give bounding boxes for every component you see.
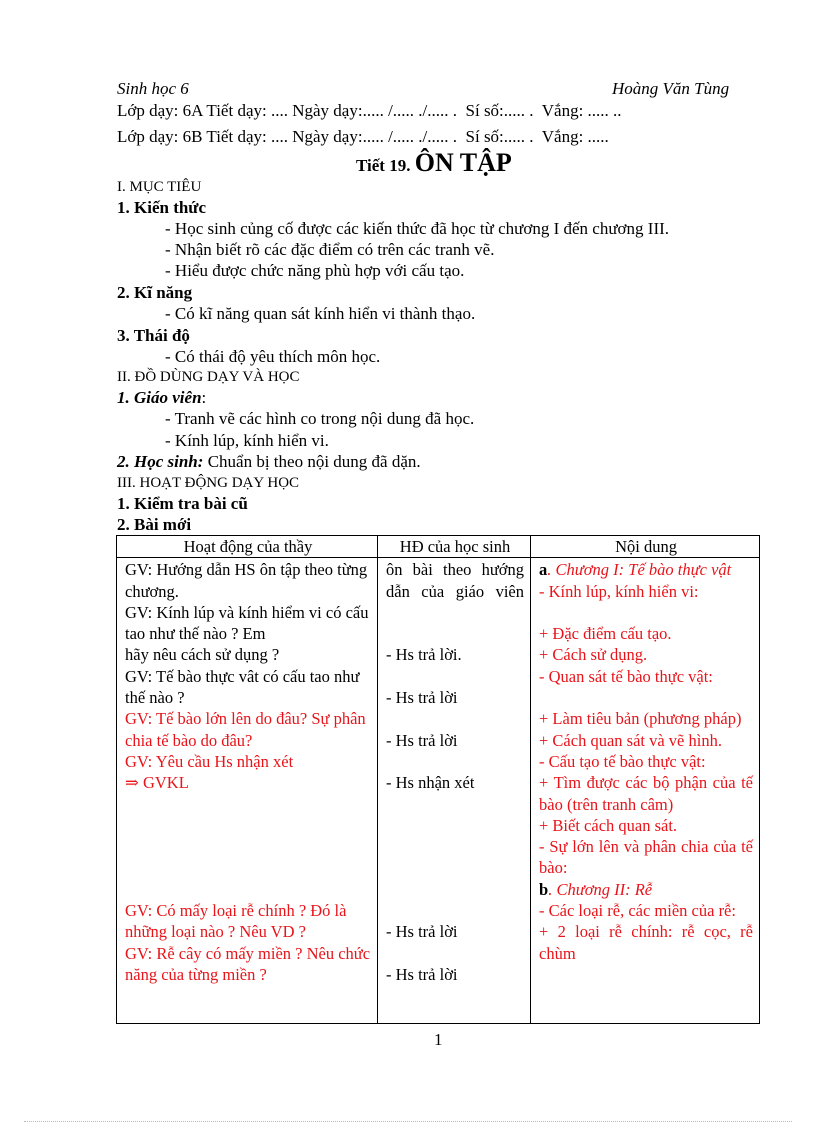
teacher-header: Hoàng Văn Tùng (612, 79, 730, 98)
content-chapter-a: a. Chương I: Tế bào thực vật (539, 560, 732, 580)
lesson-title: Tiết 19. ÔN TẬP (356, 148, 512, 177)
table-header-row (117, 536, 760, 558)
lesson-table (116, 535, 760, 1024)
heading-thai-do: 3. Thái độ (117, 326, 190, 345)
heading-bai-moi: 2. Bài mới (117, 515, 192, 534)
class-row-6a: Lớp dạy: 6A Tiết dạy: .... Ngày dạy:..... /..... ./..... . Sí số:..... . Vắng: ..... .. (117, 101, 622, 120)
header-content: Nội dung (531, 536, 760, 558)
content-item: + Đặc điểm cấu tạo. (539, 624, 672, 644)
kien-thuc-item: - Hiểu được chức năng phù hợp với cấu tạo. (165, 261, 465, 280)
teacher-item: GV: Có mấy loại rễ chính ? Đó là những loại nào ? Nêu VD ? (125, 901, 347, 942)
content-item: - Quan sát tế bào thực vật: (539, 666, 713, 686)
heading-kien-thuc: 1. Kiến thức (117, 198, 207, 217)
teacher-item: GV: Tế bào thực vât có cấu tao như thế nào ? (125, 666, 360, 708)
class-row-6b: Lớp dạy: 6B Tiết dạy: .... Ngày dạy:..... /..... ./..... . Sí số:..... . Vắng: ..... (117, 127, 609, 146)
student-item: - Hs trả lời (386, 730, 458, 750)
section-hoat-dong: III. HOẠT ĐỘNG DẠY HỌC (117, 475, 300, 491)
teacher-item: ⇒ GVKL (125, 773, 189, 793)
header-teacher-activity: Hoạt động của thầy (117, 536, 378, 558)
teacher-item: GV: Kính lúp và kính hiểm vi có cấu tao như thế nào ? Em (125, 602, 369, 644)
kien-thuc-item: - Học sinh củng cố được các kiến thức đã học từ chương I đến chương III. (165, 219, 670, 238)
content-item: + Tìm được các bộ phận của tế bào (trên tranh câm) (539, 773, 753, 814)
teacher-item: GV: Yêu cầu Hs nhận xét (125, 751, 294, 771)
student-item: - Hs trả lời. (386, 645, 462, 665)
heading-giao-vien: 1. Giáo viên: (117, 388, 207, 407)
table-row (117, 558, 760, 1024)
student-item: - Hs trả lời (386, 922, 458, 942)
content-cell (531, 558, 760, 1024)
teacher-activity-cell (117, 558, 378, 1024)
content-item: - Kính lúp, kính hiển vi: (539, 581, 699, 601)
student-item: - Hs nhận xét (386, 773, 475, 793)
hoc-sinh-line: 2. Học sinh: Chuẩn bị theo nội dung đã dặn. (117, 452, 421, 471)
teacher-item: hãy nêu cách sử dụng ? (125, 645, 280, 665)
teacher-item: GV: Hướng dẫn HS ôn tập theo từng chương. (125, 560, 368, 601)
heading-ki-nang: 2. Kĩ năng (117, 283, 193, 302)
content-item: - Các loại rễ, các miền của rễ: (539, 901, 736, 921)
content-item: + Biết cách quan sát. (539, 815, 678, 835)
teacher-item: GV: Tế bào lớn lên do đâu? Sự phân chia tế bào do đâu? (125, 709, 366, 750)
giao-vien-item: - Tranh vẽ các hình co trong nội dung đã học. (165, 409, 475, 428)
heading-kiem-tra: 1. Kiểm tra bài cũ (117, 494, 248, 513)
student-item: - Hs trả lời (386, 964, 458, 984)
header-student-activity: HĐ của học sinh (378, 536, 531, 558)
student-item: - Hs trả lời (386, 688, 458, 708)
content-chapter-b: b. Chương II: Rễ (539, 879, 653, 899)
kien-thuc-item: - Nhận biết rõ các đặc điểm có trên các tranh vẽ. (165, 240, 495, 259)
page-number: 1 (434, 1030, 443, 1049)
ki-nang-item: - Có kĩ năng quan sát kính hiển vi thành thạo. (165, 304, 476, 323)
subject-header: Sinh học 6 (117, 79, 189, 98)
giao-vien-item: - Kính lúp, kính hiển vi. (165, 431, 329, 450)
section-do-dung: II. ĐỒ DÙNG DẠY VÀ HỌC (117, 369, 300, 385)
content-item: + Cách sử dụng. (539, 645, 648, 665)
content-item: + Làm tiêu bản (phương pháp) (539, 709, 742, 729)
content-item: - Sự lớn lên và phân chia của tế bào: (539, 837, 753, 878)
student-item: ôn bài theo hướng dẫn của giáo viên (386, 560, 524, 601)
section-muc-tieu: I. MỤC TIÊU (117, 179, 202, 195)
student-activity-cell (378, 558, 531, 1024)
teacher-item: GV: Rễ cây có mấy miền ? Nêu chức năng của từng miền ? (125, 943, 371, 984)
page-bottom-divider (24, 1121, 792, 1122)
thai-do-item: - Có thái độ yêu thích môn học. (165, 347, 381, 366)
content-item: - Cấu tạo tế bào thực vật: (539, 751, 706, 771)
content-item: + 2 loại rễ chính: rễ cọc, rễ chùm (539, 922, 753, 963)
content-item: + Cách quan sát và vẽ hình. (539, 730, 722, 750)
